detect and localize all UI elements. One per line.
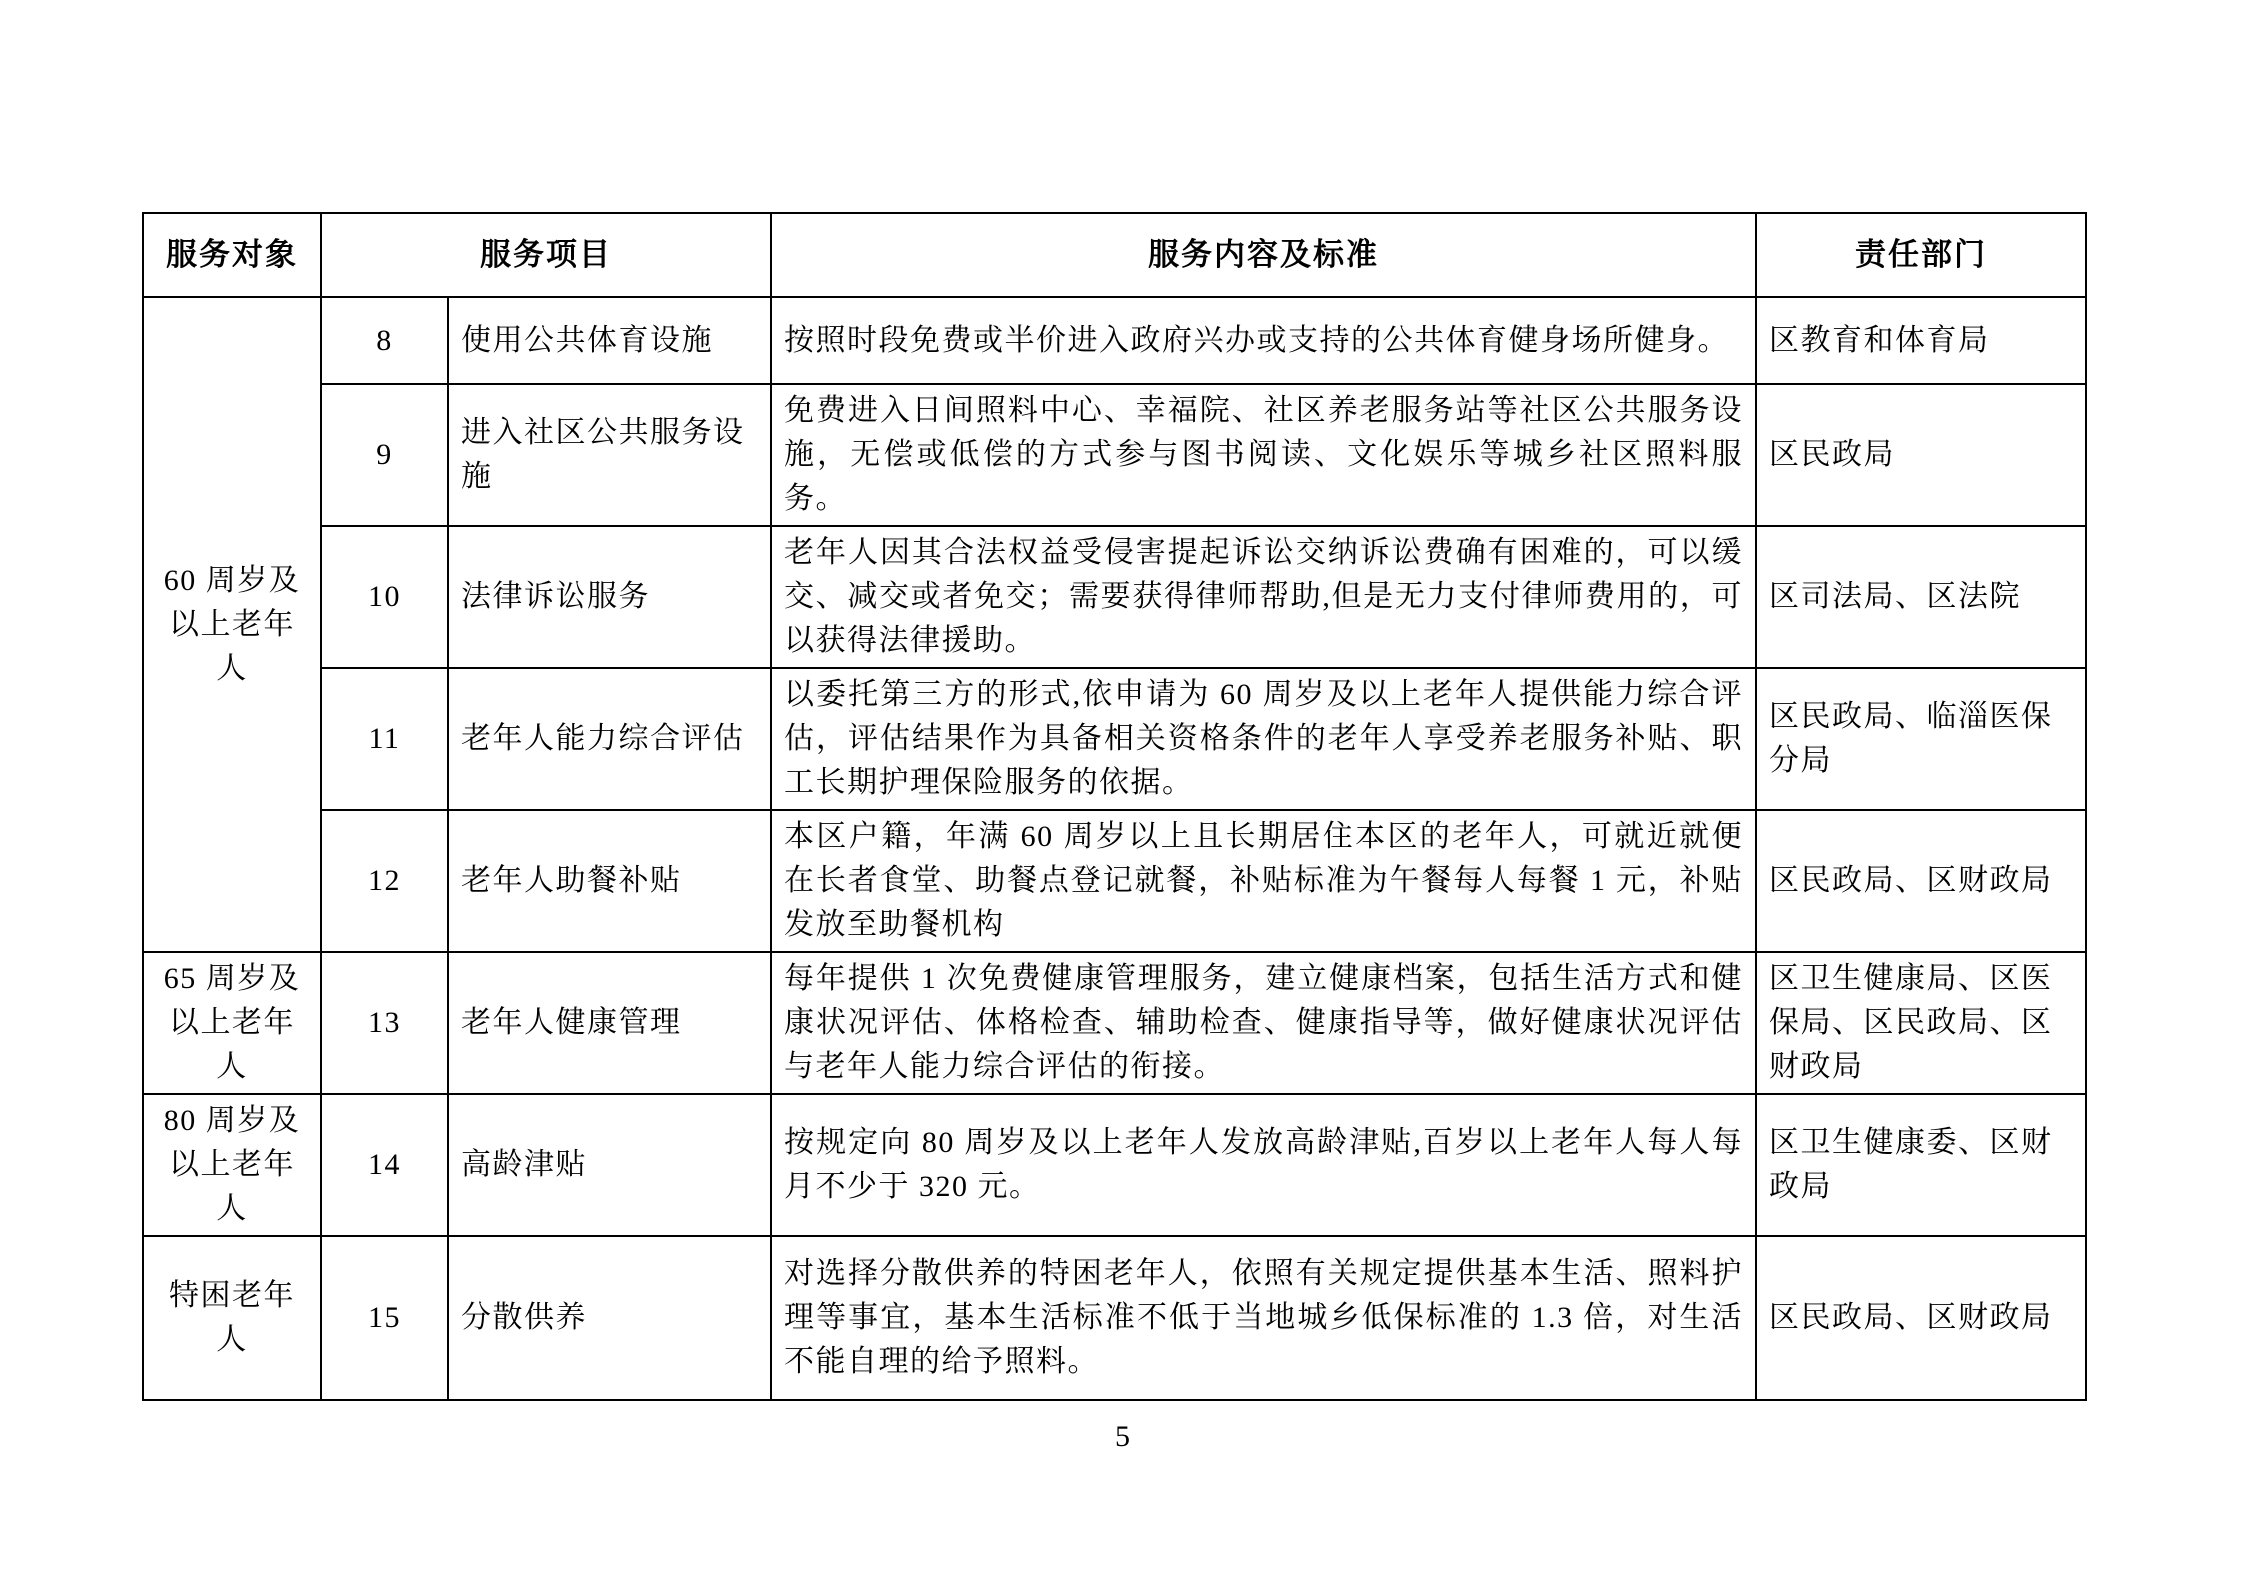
- service-content: 免费进入日间照料中心、幸福院、社区养老服务站等社区公共服务设施，无偿或低偿的方式参与图书阅读、文化娱乐等城乡社区照料服务。: [771, 384, 1756, 526]
- target-group-65plus: 65 周岁及以上老年人: [143, 952, 321, 1094]
- service-content: 按照时段免费或半价进入政府兴办或支持的公共体育健身场所健身。: [771, 297, 1756, 384]
- responsible-dept: 区民政局、区财政局: [1756, 1236, 2086, 1400]
- service-content: 老年人因其合法权益受侵害提起诉讼交纳诉讼费确有困难的，可以缓交、减交或者免交；需要获得律师帮助,但是无力支付律师费用的，可以获得法律援助。: [771, 526, 1756, 668]
- service-content: 本区户籍，年满 60 周岁以上且长期居住本区的老年人，可就近就便在长者食堂、助餐点登记就餐，补贴标准为午餐每人每餐 1 元，补贴发放至助餐机构: [771, 810, 1756, 952]
- service-item: 法律诉讼服务: [448, 526, 771, 668]
- service-content: 对选择分散供养的特困老年人，依照有关规定提供基本生活、照料护理等事宜，基本生活标准不低于当地城乡低保标准的 1.3 倍，对生活不能自理的给予照料。: [771, 1236, 1756, 1400]
- table-row: [143, 810, 2086, 952]
- responsible-dept: 区司法局、区法院: [1756, 526, 2086, 668]
- service-item: 老年人助餐补贴: [448, 810, 771, 952]
- table-header-row: [143, 213, 2086, 297]
- row-number: 11: [321, 668, 448, 810]
- row-number: 10: [321, 526, 448, 668]
- responsible-dept: 区民政局: [1756, 384, 2086, 526]
- header-service-target: 服务对象: [143, 213, 321, 297]
- header-service-content: 服务内容及标准: [771, 213, 1756, 297]
- row-number: 12: [321, 810, 448, 952]
- table-row: [143, 526, 2086, 668]
- table-row: [143, 297, 2086, 384]
- target-group-60plus: 60 周岁及以上老年人: [143, 297, 321, 952]
- responsible-dept: 区教育和体育局: [1756, 297, 2086, 384]
- row-number: 8: [321, 297, 448, 384]
- table-row: [143, 1094, 2086, 1236]
- header-service-item: 服务项目: [321, 213, 771, 297]
- service-item: 老年人健康管理: [448, 952, 771, 1094]
- page-number: 5: [1115, 1420, 1130, 1453]
- header-responsible-dept: 责任部门: [1756, 213, 2086, 297]
- services-table: [142, 212, 2087, 1401]
- responsible-dept: 区民政局、临淄医保分局: [1756, 668, 2086, 810]
- service-item: 分散供养: [448, 1236, 771, 1400]
- responsible-dept: 区民政局、区财政局: [1756, 810, 2086, 952]
- target-group-80plus: 80 周岁及以上老年人: [143, 1094, 321, 1236]
- row-number: 13: [321, 952, 448, 1094]
- table-row: [143, 668, 2086, 810]
- row-number: 14: [321, 1094, 448, 1236]
- service-item: 使用公共体育设施: [448, 297, 771, 384]
- service-content: 每年提供 1 次免费健康管理服务，建立健康档案，包括生活方式和健康状况评估、体格检查、辅助检查、健康指导等，做好健康状况评估与老年人能力综合评估的衔接。: [771, 952, 1756, 1094]
- responsible-dept: 区卫生健康局、区医保局、区民政局、区财政局: [1756, 952, 2086, 1094]
- table-row: [143, 952, 2086, 1094]
- row-number: 15: [321, 1236, 448, 1400]
- table-row: [143, 384, 2086, 526]
- service-content: 按规定向 80 周岁及以上老年人发放高龄津贴,百岁以上老年人每人每月不少于 320 元。: [771, 1094, 1756, 1236]
- responsible-dept: 区卫生健康委、区财政局: [1756, 1094, 2086, 1236]
- table-row: [143, 1236, 2086, 1400]
- service-item: 高龄津贴: [448, 1094, 771, 1236]
- service-item: 老年人能力综合评估: [448, 668, 771, 810]
- service-content: 以委托第三方的形式,依申请为 60 周岁及以上老年人提供能力综合评估，评估结果作为具备相关资格条件的老年人享受养老服务补贴、职工长期护理保险服务的依据。: [771, 668, 1756, 810]
- row-number: 9: [321, 384, 448, 526]
- service-item: 进入社区公共服务设施: [448, 384, 771, 526]
- target-group-tekun: 特困老年人: [143, 1236, 321, 1400]
